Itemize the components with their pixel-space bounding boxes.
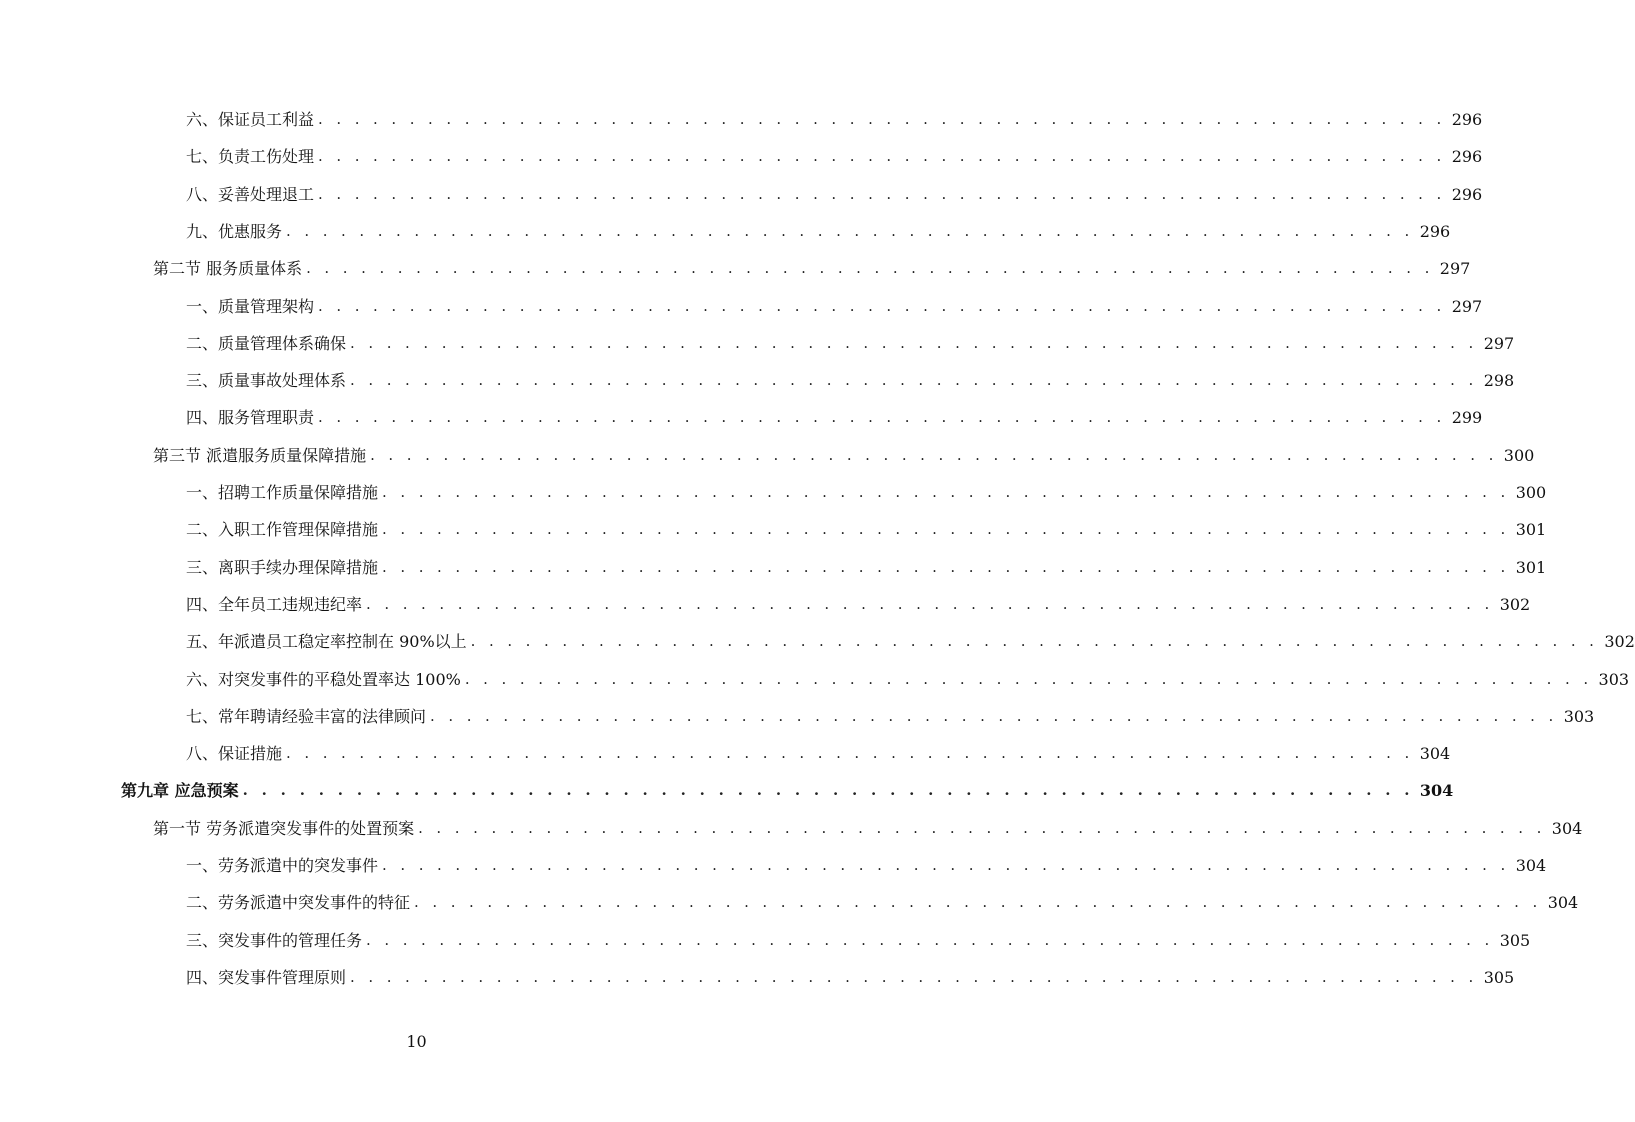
toc-leader-dots: . . . . . . . . . . . . . . . . . . . . . . . . . . . . . . . . . . . . . . . . . . . . . . . . . . . . . . . . . . . . . . — [286, 744, 1414, 762]
toc-entry-page: 296 — [1451, 147, 1483, 166]
toc-entry-page: 299 — [1451, 408, 1483, 427]
toc-leader-dots: . . . . . . . . . . . . . . . . . . . . . . . . . . . . . . . . . . . . . . . . . . . . . . . . . . . . . . . . . . . . . . — [318, 408, 1446, 426]
page-number: 10 — [406, 1032, 427, 1051]
toc-leader-dots: . . . . . . . . . . . . . . . . . . . . . . . . . . . . . . . . . . . . . . . . . . . . . . . . . . . . . . . . . . . . . . — [418, 819, 1546, 837]
toc-entry-item[interactable] — [186, 511, 1547, 548]
toc-entry-title: 七、常年聘请经验丰富的法律顾问 — [186, 707, 427, 726]
toc-entry-page: 302 — [1604, 632, 1635, 651]
toc-entry-title: 第三节 派遣服务质量保障措施 — [153, 446, 367, 465]
toc-entry-title: 一、招聘工作质量保障措施 — [186, 483, 379, 502]
toc-entry-title: 第二节 服务质量体系 — [153, 259, 303, 278]
toc-entry-page: 304 — [1419, 744, 1451, 763]
toc-entry-page: 305 — [1499, 931, 1531, 950]
toc-leader-dots: . . . . . . . . . . . . . . . . . . . . . . . . . . . . . . . . . . . . . . . . . . . . . . . . . . . . . . . . . . . . . . — [464, 670, 1593, 688]
toc-leader-dots: . . . . . . . . . . . . . . . . . . . . . . . . . . . . . . . . . . . . . . . . . . . . . . . . . . . . . . . . . . . . . . — [318, 297, 1446, 315]
toc-entry-page: 297 — [1483, 334, 1515, 353]
toc-leader-dots: . . . . . . . . . . . . . . . . . . . . . . . . . . . . . . . . . . . . . . . . . . . . . . . . . . . . . . . . . . . . . . — [382, 520, 1510, 538]
toc-entry-item[interactable] — [186, 623, 1635, 660]
toc-entry-title: 第九章 应急预案 — [121, 781, 239, 800]
toc-entry-title: 四、服务管理职责 — [186, 408, 315, 427]
toc-entry-page: 304 — [1515, 856, 1547, 875]
toc-leader-dots: . . . . . . . . . . . . . . . . . . . . . . . . . . . . . . . . . . . . . . . . . . . . . . . . . . . . . . . . . . . . . . — [430, 707, 1558, 725]
toc-entry-title: 四、突发事件管理原则 — [186, 968, 347, 987]
toc-leader-dots: . . . . . . . . . . . . . . . . . . . . . . . . . . . . . . . . . . . . . . . . . . . . . . . . . . . . . . . . . . . . . . — [350, 968, 1478, 986]
toc-entry-item[interactable] — [186, 325, 1515, 362]
toc-entry-page: 304 — [1419, 781, 1454, 800]
toc-leader-dots: . . . . . . . . . . . . . . . . . . . . . . . . . . . . . . . . . . . . . . . . . . . . . . . . . . . . . . . . . . . . . . — [470, 632, 1599, 650]
toc-entry-page: 304 — [1547, 893, 1579, 912]
toc-entry-page: 296 — [1451, 185, 1483, 204]
toc-entry-title: 八、妥善处理退工 — [186, 185, 315, 204]
toc-leader-dots: . . . . . . . . . . . . . . . . . . . . . . . . . . . . . . . . . . . . . . . . . . . . . . . . . . . . . . . . . . . . . . — [382, 558, 1510, 576]
toc-entry-item[interactable] — [186, 586, 1531, 623]
toc-leader-dots: . . . . . . . . . . . . . . . . . . . . . . . . . . . . . . . . . . . . . . . . . . . . . . . . . . . . . . . . . . . . . . — [350, 334, 1478, 352]
toc-entry-item[interactable] — [186, 176, 1483, 213]
toc-entry-item[interactable] — [186, 922, 1531, 959]
toc-entry-item[interactable] — [186, 474, 1547, 511]
toc-entry-section[interactable] — [153, 250, 1471, 287]
toc-entry-item[interactable] — [186, 959, 1515, 996]
toc-entry-title: 一、劳务派遣中的突发事件 — [186, 856, 379, 875]
toc-entry-page: 304 — [1551, 819, 1583, 838]
toc-entry-item[interactable] — [186, 847, 1547, 884]
toc-entry-page: 300 — [1515, 483, 1547, 502]
toc-entry-section[interactable] — [153, 437, 1535, 474]
toc-leader-dots: . . . . . . . . . . . . . . . . . . . . . . . . . . . . . . . . . . . . . . . . . . . . . . . . . . . . . . . . . . . . . . — [318, 110, 1446, 128]
toc-entry-title: 三、质量事故处理体系 — [186, 371, 347, 390]
toc-entry-page: 297 — [1451, 297, 1483, 316]
toc-entry-item[interactable] — [186, 213, 1451, 250]
toc-entry-page: 297 — [1439, 259, 1471, 278]
toc-entry-page: 301 — [1515, 520, 1547, 539]
toc-entry-item[interactable] — [186, 399, 1483, 436]
toc-entry-page: 296 — [1451, 110, 1483, 129]
toc-entry-item[interactable] — [186, 362, 1515, 399]
toc-entry-title: 八、保证措施 — [186, 744, 283, 763]
toc-leader-dots: . . . . . . . . . . . . . . . . . . . . . . . . . . . . . . . . . . . . . . . . . . . . . . . . . . . . . . . . . . . . . . — [414, 893, 1542, 911]
toc-entry-title: 五、年派遣员工稳定率控制在 90%以上 — [186, 632, 467, 651]
toc-leader-dots: . . . . . . . . . . . . . . . . . . . . . . . . . . . . . . . . . . . . . . . . . . . . . . . . . . . . . . . . . . . . . . — [382, 483, 1510, 501]
toc-entry-title: 七、负责工伤处理 — [186, 147, 315, 166]
toc-entry-title: 九、优惠服务 — [186, 222, 283, 241]
toc-leader-dots: . . . . . . . . . . . . . . . . . . . . . . . . . . . . . . . . . . . . . . . . . . . . . . . . . . . . . . . . . . . . . . — [286, 222, 1414, 240]
toc-leader-dots: . . . . . . . . . . . . . . . . . . . . . . . . . . . . . . . . . . . . . . . . . . . . . . . . . . . . . . . . . . . . . . — [242, 781, 1414, 799]
toc-entry-title: 六、对突发事件的平稳处置率达 100% — [186, 670, 461, 689]
toc-entry-item[interactable] — [186, 661, 1630, 698]
toc-entry-section[interactable] — [153, 810, 1583, 847]
toc-entry-item[interactable] — [186, 549, 1547, 586]
toc-entry-item[interactable] — [186, 735, 1451, 772]
toc-entry-title: 二、入职工作管理保障措施 — [186, 520, 379, 539]
toc-entry-page: 303 — [1598, 670, 1630, 689]
toc-entry-title: 二、劳务派遣中突发事件的特征 — [186, 893, 411, 912]
toc-entry-title: 一、质量管理架构 — [186, 297, 315, 316]
toc-entry-title: 六、保证员工利益 — [186, 110, 315, 129]
toc-entry-title: 三、离职手续办理保障措施 — [186, 558, 379, 577]
toc-entry-item[interactable] — [186, 698, 1595, 735]
toc-leader-dots: . . . . . . . . . . . . . . . . . . . . . . . . . . . . . . . . . . . . . . . . . . . . . . . . . . . . . . . . . . . . . . — [382, 856, 1510, 874]
toc-entry-page: 302 — [1499, 595, 1531, 614]
toc-entry-item[interactable] — [186, 101, 1483, 138]
toc-entry-title: 四、全年员工违规违纪率 — [186, 595, 363, 614]
toc-entry-item[interactable] — [186, 288, 1483, 325]
toc-leader-dots: . . . . . . . . . . . . . . . . . . . . . . . . . . . . . . . . . . . . . . . . . . . . . . . . . . . . . . . . . . . . . . — [370, 446, 1498, 464]
toc-entry-page: 300 — [1503, 446, 1535, 465]
toc-entry-page: 296 — [1419, 222, 1451, 241]
toc-entry-page: 298 — [1483, 371, 1515, 390]
toc-entry-item[interactable] — [186, 138, 1483, 175]
toc-entry-item[interactable] — [186, 884, 1579, 921]
toc-entry-title: 第一节 劳务派遣突发事件的处置预案 — [153, 819, 415, 838]
toc-leader-dots: . . . . . . . . . . . . . . . . . . . . . . . . . . . . . . . . . . . . . . . . . . . . . . . . . . . . . . . . . . . . . . — [366, 595, 1494, 613]
toc-entry-title: 三、突发事件的管理任务 — [186, 931, 363, 950]
toc-leader-dots: . . . . . . . . . . . . . . . . . . . . . . . . . . . . . . . . . . . . . . . . . . . . . . . . . . . . . . . . . . . . . . — [318, 185, 1446, 203]
toc-leader-dots: . . . . . . . . . . . . . . . . . . . . . . . . . . . . . . . . . . . . . . . . . . . . . . . . . . . . . . . . . . . . . . — [306, 259, 1434, 277]
toc-entry-title: 二、质量管理体系确保 — [186, 334, 347, 353]
toc-leader-dots: . . . . . . . . . . . . . . . . . . . . . . . . . . . . . . . . . . . . . . . . . . . . . . . . . . . . . . . . . . . . . . — [350, 371, 1478, 389]
toc-entry-page: 305 — [1483, 968, 1515, 987]
toc-leader-dots: . . . . . . . . . . . . . . . . . . . . . . . . . . . . . . . . . . . . . . . . . . . . . . . . . . . . . . . . . . . . . . — [318, 147, 1446, 165]
toc-leader-dots: . . . . . . . . . . . . . . . . . . . . . . . . . . . . . . . . . . . . . . . . . . . . . . . . . . . . . . . . . . . . . . — [366, 931, 1494, 949]
toc-entry-page: 303 — [1563, 707, 1595, 726]
toc-entry-chapter[interactable] — [121, 772, 1454, 809]
toc-entry-page: 301 — [1515, 558, 1547, 577]
